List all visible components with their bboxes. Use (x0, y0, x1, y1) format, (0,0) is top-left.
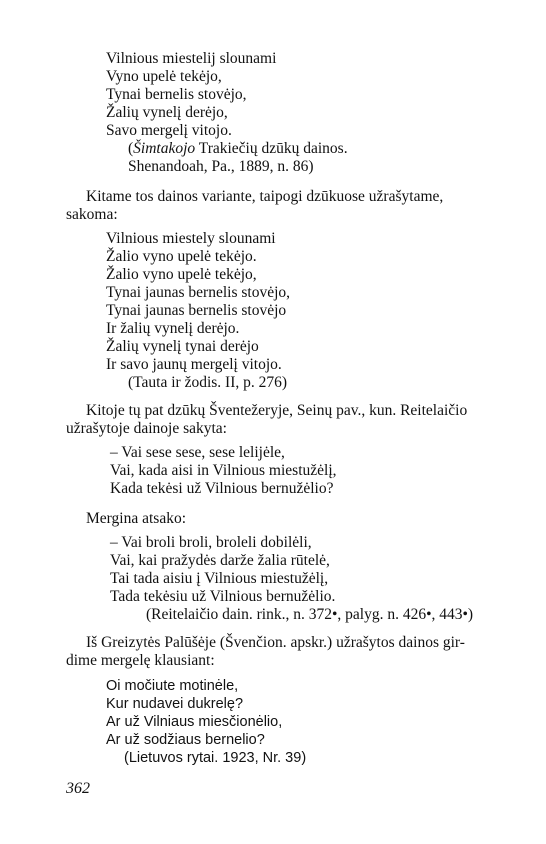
poem-2-line-6: Ir žalių vynelį derėjo. (106, 320, 240, 337)
poem-1-line-1: Vilnious miestelij slounami (106, 50, 277, 67)
page-number: 362 (66, 780, 90, 797)
poem-5-line-4: Ar už sodžiaus bernelio? (106, 732, 265, 748)
poem-2-line-7: Žalių vynelį tynai derėjo (106, 338, 259, 355)
paragraph-2-line-2: užrašytoje dainoje sakyta: (66, 420, 227, 437)
citation-1-open-paren: ( (128, 140, 134, 157)
poem-2-line-4: Tynai jaunas bernelis stovėjo, (106, 284, 291, 301)
citation-2: (Tauta ir žodis. II, p. 276) (128, 374, 288, 391)
paragraph-3: Mergina atsako: (86, 510, 187, 527)
poem-2-line-5: Tynai jaunas bernelis stovėjo (106, 302, 287, 319)
poem-2-line-2: Žalio vyno upelė tekėjo. (106, 248, 257, 265)
paragraph-4-line-2: dime mergelę klausiant: (66, 652, 215, 669)
poem-5-line-1: Oi močiute motinėle, (106, 678, 239, 694)
poem-5-line-2: Kur nudavei dukrelę? (106, 696, 244, 712)
poem-3-line-1: – Vai sese sese, sese lelijėle, (110, 444, 285, 461)
citation-1-line-1 (128, 140, 348, 158)
poem-1-line-4: Žalių vynelį derėjo, (106, 104, 228, 121)
poem-3-line-2: Vai, kada aisi in Vilnious miestužėlį, (110, 462, 337, 479)
poem-1-line-3: Tynai bernelis stovėjo, (106, 86, 247, 103)
citation-1-line-2: Shenandoah, Pa., 1889, n. 86) (128, 158, 314, 175)
poem-5-line-3: Ar už Vilniaus miesčionėlio, (106, 714, 283, 730)
citation-4: (Reitelaičio dain. rink., n. 372•, palyg. n. 426•, 443•) (146, 606, 474, 623)
poem-4-line-3: Tai tada aisiu į Vilnious miestužėlį, (110, 570, 329, 587)
poem-4-line-1: – Vai broli broli, broleli dobilėli, (110, 534, 312, 551)
poem-4-line-4: Tada tekėsiu už Vilnious bernužėlio. (110, 588, 336, 605)
citation-1-author: Šimtakojo (133, 140, 196, 157)
poem-1-line-5: Savo mergelį vitojo. (106, 122, 232, 139)
paragraph-4-line-1: Iš Greizytės Palūšėje (Švenčion. apskr.) užrašytos dainos gir- (86, 634, 465, 651)
poem-1-line-2: Vyno upelė tekėjo, (106, 68, 222, 85)
citation-1-title: Trakiečių dzūkų dainos. (195, 140, 348, 157)
poem-2-line-8: Ir savo jaunų mergelį vitojo. (106, 356, 282, 373)
citation-5: (Lietuvos rytai. 1923, Nr. 39) (124, 750, 307, 766)
paragraph-1-line-2: sakoma: (66, 206, 118, 223)
poem-2-line-3: Žalio vyno upelė tekėjo, (106, 266, 257, 283)
paragraph-1-line-1: Kitame tos dainos variante, taipogi dzūkuose užrašytame, (86, 188, 444, 205)
paragraph-2-line-1: Kitoje tų pat dzūkų Šventežeryje, Seinų pav., kun. Reitelaičio (86, 402, 468, 419)
poem-2-line-1: Vilnious miestely slounami (106, 230, 276, 247)
poem-4-line-2: Vai, kai pražydės darže žalia rūtelė, (110, 552, 330, 569)
poem-3-line-3: Kada tekėsi už Vilnious bernužėlio? (110, 480, 334, 497)
